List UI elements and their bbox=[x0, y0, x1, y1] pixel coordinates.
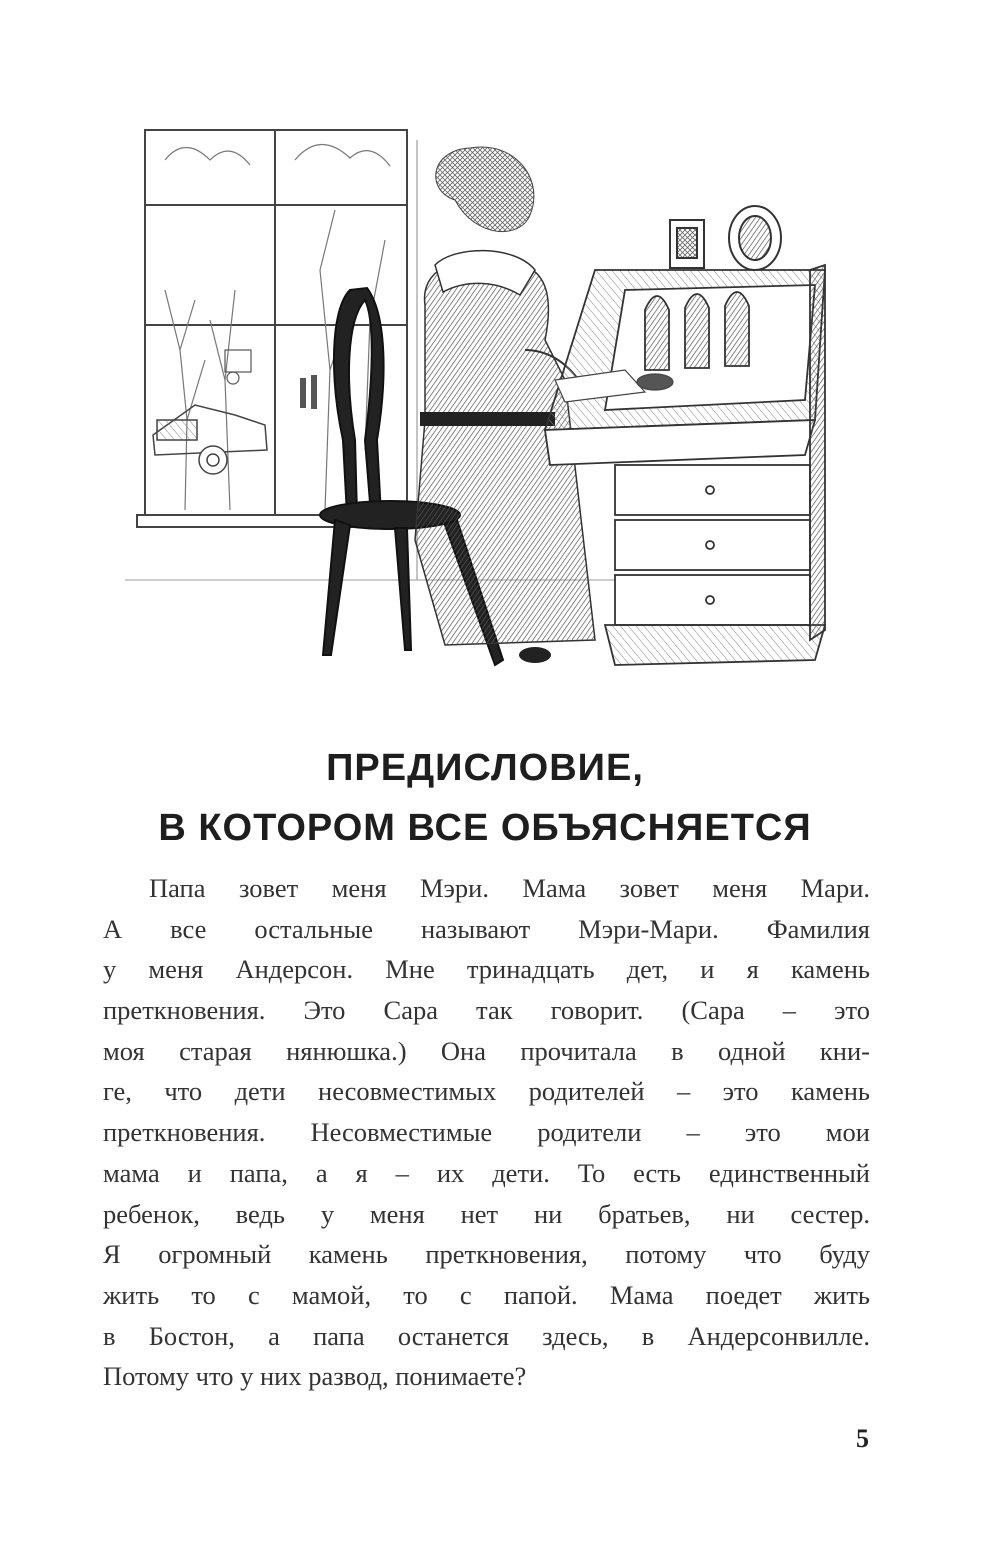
text-line: в Бостон, а папа останется здесь, в Андерсонвилле. bbox=[103, 1320, 870, 1351]
text-line: ребенок, ведь у меня нет ни братьев, ни сестер. bbox=[103, 1198, 870, 1229]
text-line: Я огромный камень преткновения, потому что буду bbox=[103, 1239, 870, 1270]
page-number: 5 bbox=[856, 1424, 869, 1453]
text-line: ге, что дети несовместимых родителей – это камень bbox=[103, 1076, 870, 1107]
body-text bbox=[103, 868, 870, 1397]
text-line: преткновения. Несовместимые родители – это мои bbox=[103, 1117, 870, 1148]
text-line: А все остальные называют Мэри-Мари. Фамилия bbox=[103, 913, 870, 944]
pedestrians bbox=[300, 375, 317, 409]
car bbox=[153, 405, 267, 474]
text-line: у меня Андерсон. Мне тринадцать дет, и я камень bbox=[103, 954, 870, 985]
text-line: мама и папа, а я – их дети. То есть единственный bbox=[103, 1157, 870, 1188]
text-line: Потому что у них развод, понимаете? bbox=[103, 1361, 527, 1392]
picture-frames bbox=[670, 206, 781, 270]
text-line: преткновения. Это Сара так говорит. (Сара – это bbox=[103, 995, 870, 1026]
text-line: моя старая нянюшка.) Она прочитала в одной кни- bbox=[103, 1035, 870, 1066]
chapter-title bbox=[100, 738, 870, 858]
chapter-title-line1: ПРЕДИСЛОВИЕ, bbox=[326, 747, 644, 789]
woman-writing-at-desk-illustration bbox=[125, 120, 845, 690]
text-line: жить то с мамой, то с папой. Мама поедет жить bbox=[103, 1279, 870, 1310]
chapter-title-line2: В КОТОРОМ ВСЕ ОБЪЯСНЯЕТСЯ bbox=[158, 807, 812, 849]
text-line: Папа зовет меня Мэри. Мама зовет меня Мари. bbox=[149, 873, 870, 903]
